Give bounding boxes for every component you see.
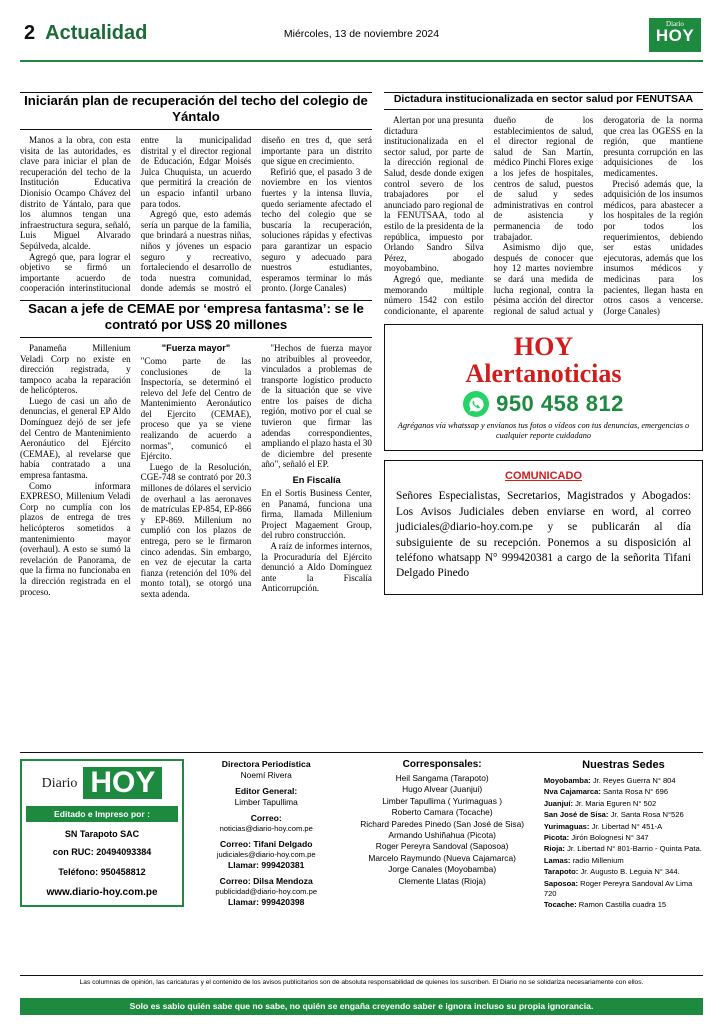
page-footer (20, 752, 703, 912)
sede-city: San José de Sisa: (543, 810, 609, 820)
list-item (544, 833, 703, 843)
article1-p1: Manos a la obra, con esta visita de las autoridades, es clave para iniciar el plan de recuperación del techo de la Institución Educativa Dionisio Ocampo Chávez del distrito de Yántalo, para que los alumnos tengan una infraestructura segura, señaló, Luis Miguel Alvarado Sepúlveda, alcalde. (20, 135, 131, 251)
footer-logo-word: Diario (41, 775, 78, 791)
article2-p5: Luego de la Resolución, CGE-748 se contrató por 20.3 millones de dólares el servicio de overhaul a las aeronaves de matrículas EP-854, EP-866 y EP-869. Millenium no cumplió con los plazos de entrega, pero se le firmaron cinco adendas. Sin embargo, en vez de ejecutar la carta fianza (retención del 10% del monto total), se otorgó una sexta adenda. (140, 461, 252, 599)
ad-phone-number: 950 458 812 (496, 391, 624, 417)
sede-address: Ramon Castilla cuadra 15 (578, 900, 667, 910)
sede-address: Jr. Maria Eguren N° 502 (575, 798, 657, 808)
list-item: Armando Ushiñahua (Picota) (388, 830, 496, 841)
staff-role-0: Directora Periodística (221, 759, 311, 769)
article3-headline: Dictadura institucionalizada en sector salud por FENUTSAA (384, 93, 703, 110)
sede-address: Jr. Santa Rosa N°526 (610, 810, 684, 820)
list-item: Roger Pereyra Sandoval (Saposoa) (375, 841, 509, 852)
article2-p7: En el Sortis Business Center, en Panamá, funciona una firma, llamada Millenium Project Magaement Group, del rubro construcción. (261, 488, 372, 541)
right-column (384, 92, 703, 595)
sede-address: Santa Rosa N° 696 (602, 787, 669, 797)
alerta-noticias-ad (384, 324, 703, 451)
article2-subhead-1: "Fuerza mayor" (161, 342, 231, 353)
list-item (544, 844, 703, 854)
article2-p8: A raíz de informes internos, la Procuraduría del Ejército denunció a Aldo Domínguez ante la Fiscalía Anticorrupción. (261, 541, 372, 594)
comunicado-body: Señores Especialistas, Secretarios, Magistrados y Abogados: Los Avisos Judiciales deben enviarse en word, al correo judiciales@diario-hoy.com.pe y se publicarán al día subsiguiente de su recepción. Ponemos a su disposición al teléfono whatsapp N° 999420381 a cargo de la señorita Tifani Delgado Pinedo (396, 490, 691, 580)
article1-p3: Agregó que, esto además sería un parque de la familia, que brindará a nuestras niñas, niños y jóvenes un espacio seguro y recreativo, fortaleciendo el desarrollo de toda nuestra comunidad, donde además se mostró el diseño en tres d, que será importante para un distrito que sigue en crecimiento. (140, 135, 372, 294)
list-item: Roberto Camara (Tocache) (391, 807, 493, 818)
article1-p2: Agregó que, para lograr el objetivo se firmó un importante acuerdo de cooperación interinstitucional entre la municipalidad distrital y el director regional de Educación, Edgar Moisés Julca Chuquista, un acuerdo que permitirá la creación de un espacio infantil urbano para todos. (20, 135, 252, 294)
sede-city: Tarapoto: (543, 867, 579, 877)
staff-name-1: Limber Tapullima (234, 797, 298, 807)
staff-role-6: Llamar: 999420398 (227, 897, 305, 907)
list-item: Limber Tapullima ( Yurimaguas ) (382, 795, 503, 806)
list-item (544, 776, 703, 786)
sede-city: Juanjuí: (543, 798, 573, 808)
staff-name-5: publicidad@diario-hoy.com.pe (215, 887, 318, 896)
article3-p1: Alertan por una presunta dictadura institucionalizada en el sector salud, por parte de la dirección regional de Salud, desde donde exigen control severo de los trabajadores por el anunciado paro regional de la FENUTSAA, todo al estilo de la presidenta de la república, impuesto por Orlando Sandro Silva Pérez, abogado moyobambino. (384, 115, 484, 274)
newspaper-logo (649, 18, 701, 52)
list-item: Heil Sangama (Tarapoto) (395, 773, 489, 783)
ad-hoy-title: HOY (513, 332, 574, 362)
whatsapp-icon (463, 391, 489, 417)
sede-city: Picota: (543, 833, 570, 843)
footer-phone: Teléfono: 950458812 (58, 867, 146, 877)
footer-logo-main: HOY (83, 767, 162, 799)
article2-p2: Luego de casi un año de denuncias, el general EP Aldo Domínguez dejó de ser jefe del Centro de Mantenimiento Aeronáutico del Ejército (CEMAE), al revelarse que había contratado a una empresa fantasma. (20, 395, 131, 481)
sede-address: radio Millenium (572, 855, 624, 865)
masthead-rule (20, 60, 703, 62)
sede-city: Yurimaguas: (543, 821, 590, 831)
section-title: Actualidad (45, 22, 148, 44)
article2-p6: "Hechos de fuerza mayor no atribuibles al proveedor, vinculados a problemas de transporte logístico producto de la situación que se vive entre los países de dicha región, motivo por el cual se tuvieron que firmar las adendas correspondientes, ampliando el plazo hasta el 30 de diciembre del presente año", señaló el EP. (261, 342, 372, 470)
sede-address: Jr. Libertad N° 801-Barrio - Quinta Pata. (567, 844, 702, 854)
article3-p2: Agregó que, mediante memorando múltiple número 1542 con estilo condicionante, el aparente dueño de los establecimientos de salud, el director regional de salud de San Martín, médico Pinchi Flores exige a los jefes de hospitales, centros de salud, puestos de salud y sedes administrativas en control de asistencia y permanencia de todo trabajador. (384, 115, 594, 316)
staff-role-3: Correo: Tifani Delgado (219, 839, 313, 849)
comunicado-box (384, 460, 703, 594)
article2-p3: Como informara EXPRESO, Millenium Veladi Corp no cumplía con los plazos de entrega de tres helicópteros sometidos a mantenimiento mayor (overhaul). A esto se sumó la revelación de Panorama, de que la firma no funcionaba en la dirección registrada en el proceso. (20, 480, 131, 597)
footer-corresponsales (348, 759, 535, 912)
list-item (544, 879, 703, 900)
list-item: Marcelo Raymundo (Nueva Cajamarca) (368, 852, 516, 863)
staff-role-5: Correo: Dilsa Mendoza (219, 876, 313, 886)
article2-subhead-2: En Fiscalía (292, 475, 341, 486)
list-item: Clemente Llatas (Rioja) (398, 875, 486, 886)
ad-tagline: Agréganos vía whatssap y envíanos tus fotos o vídeos con tus denuncias, emergencias o cualquier reporte cuidadano (397, 421, 690, 441)
staff-name-2: noticias@diario-hoy.com.pe (219, 824, 313, 833)
sede-address: Jr. Libertad N° 451-A (591, 821, 663, 831)
logo-main: HOY (655, 26, 695, 45)
sede-city: Lamas: (543, 855, 571, 865)
list-item (544, 867, 703, 877)
sede-address: Jr. Augusto B. Leguia N° 344. (580, 867, 680, 877)
ad-phone-row (395, 391, 692, 417)
list-item (544, 900, 703, 910)
staff-name-0: Noemí Rivera (240, 770, 292, 780)
article2-p1: Panameña Millenium Veladi Corp no existe en dirección registrada, y tampoco acaba la reparación de helicópteros. (20, 342, 131, 396)
list-item: Jorge Canales (Moyobamba) (388, 864, 497, 875)
footer-disclaimer: Las columnas de opinión, las caricaturas y el contenido de los avisos publicitarios son de absoluta responsabilidad de quienes los suscriben. El Diario no se solidariza necesariamente con ellos. (20, 975, 703, 988)
article1-body (20, 135, 372, 294)
article2-body (20, 343, 372, 600)
list-item (544, 799, 703, 809)
ad-alertanoticias-title: Alertanoticias (465, 359, 622, 389)
sede-city: Rioja: (543, 844, 565, 854)
masthead (0, 0, 723, 56)
sede-city: Saposoa: (543, 878, 579, 888)
article3-body (384, 115, 703, 316)
footer-edited-bar: Editado e Impreso por : (26, 806, 178, 822)
list-item (544, 787, 703, 797)
list-item (544, 822, 703, 832)
corresponsales-title: Corresponsales: (402, 759, 482, 770)
article3-p4: Precisó además que, la adquisición de los insumos médicos, para abastecer a los hospitales de la región por todos los requerimientos, debiendo ser estas unidades ejecutoras, además que los insumos médicos y medicinas para los pacientes, llegan hasta en otros casos a vencerse. (Jorge Canales) (603, 178, 703, 316)
page-number: 2 (24, 22, 36, 44)
staff-role-4: Llamar: 999420381 (227, 860, 305, 870)
list-item: Richard Paredes Pinedo (San José de Sisa) (360, 818, 525, 829)
staff-role-2: Correo: (250, 813, 282, 823)
left-column (20, 92, 372, 600)
staff-role-1: Editor General: (235, 786, 298, 796)
list-item (544, 856, 703, 866)
article2-p4: "Como parte de las conclusiones de la Inspectoría, se determinó el relevo del Jefe del Centro de Mantenimiento Aeronáutico del Ejercito (CEMAE), proceso que ya se viene realizando de acuerdo a normas", comunicó el Ejército. (140, 355, 252, 462)
footer-company: SN Tarapoto SAC (64, 829, 140, 839)
sede-city: Moyobamba: (543, 776, 591, 785)
article1-headline: Iniciarán plan de recuperación del techo del colegio de Yántalo (20, 93, 372, 130)
bottom-quote-bar: Solo es sabio quién sabe que no sabe, no quién se engaña creyendo saber e ignora incluso su propia ignorancia. (20, 998, 703, 1015)
footer-imprint (20, 759, 184, 912)
footer-website: www.diario-hoy.com.pe (46, 887, 158, 898)
logo-word: Diario (666, 20, 684, 28)
footer-sedes (544, 759, 703, 912)
issue-date: Miércoles, 13 de noviembre 2024 (283, 28, 440, 40)
sedes-title: Nuestras Sedes (582, 759, 665, 771)
footer-ruc: con RUC: 20494093384 (52, 847, 152, 857)
list-item (544, 810, 703, 820)
article2-headline: Sacan a jefe de CEMAE por ‘empresa fantasma’: se le contrató por US$ 20 millones (20, 301, 372, 338)
sede-address: Jirón Bolognesi N° 347 (571, 833, 649, 843)
article3-p3: Asimismo dijo que, después de conocer que hoy 12 martes noviembre se dará una medida de lucha regional, contra la pésima acción del director regional de salud actual y derogatoria de la norma que crea las OGESS en la región, que mantiene presunta corrupción en las adquisiciones de los medicamentes. (493, 115, 703, 316)
sede-address: Jr. Reyes Guerra N° 804 (592, 776, 676, 785)
article1-p4: Refirió que, el pasado 3 de noviembre en los vientos fuertes y la intensa lluvia, quedo seriamente afectado el techo del colegio que se buscaría la recuperación, soluciones rápidas y efectivas para garantizar un espacio seguro y adecuado para nuestros estudiantes, esperamos terminar lo más pronto. (Jorge Canales) (261, 166, 372, 294)
staff-name-3: judiciales@diario-hoy.com.pe (216, 850, 316, 859)
list-item: Hugo Alvear (Juanjui) (402, 784, 483, 795)
sede-city: Tocache: (543, 900, 577, 910)
sede-city: Nva Cajamarca: (543, 787, 601, 797)
footer-staff (192, 759, 340, 912)
footer-logo-box (20, 759, 184, 907)
sede-address: Roger Pereyra Sandoval Av Lima 720 (543, 878, 693, 899)
comunicado-title: COMUNICADO (505, 470, 582, 483)
